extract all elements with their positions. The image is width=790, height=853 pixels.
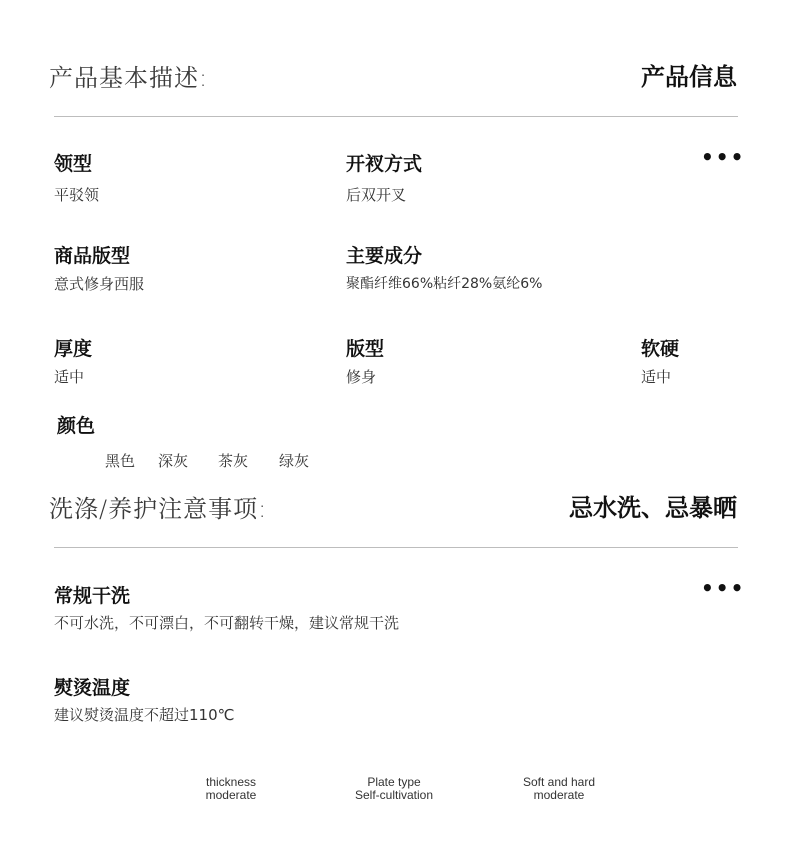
collar-label: 领型 bbox=[54, 153, 93, 175]
english-note-line: thickness bbox=[205, 775, 257, 789]
divider bbox=[54, 547, 738, 548]
english-note-line: Soft and hard bbox=[522, 775, 596, 789]
english-note-line: moderate bbox=[205, 788, 257, 802]
english-note-thickness bbox=[151, 776, 311, 802]
washing-value: 不可水洗，不可漂白，不可翻转干燥，建议常规干洗 bbox=[54, 614, 400, 632]
cut-label: 版型 bbox=[346, 338, 385, 360]
english-note-line: Self-cultivation bbox=[354, 788, 434, 802]
fit-style-value: 意式修身西服 bbox=[54, 275, 145, 293]
ironing-value: 建议熨烫温度不超过110℃ bbox=[54, 706, 235, 724]
divider bbox=[54, 116, 738, 117]
washing-label: 常规干洗 bbox=[54, 585, 131, 607]
color-option-tea-gray[interactable]: 茶灰 bbox=[218, 452, 249, 470]
color-option-black[interactable]: 黑色 bbox=[105, 452, 136, 470]
material-value: 聚酯纤维66%粘纤28%氨纶6% bbox=[346, 276, 543, 292]
softness-label: 软硬 bbox=[641, 338, 680, 360]
more-options-icon[interactable]: ••• bbox=[701, 145, 746, 169]
vent-label: 开衩方式 bbox=[346, 153, 423, 175]
english-note-line: Plate type bbox=[367, 775, 421, 789]
english-note-plate-type bbox=[314, 776, 474, 802]
ironing-label: 熨烫温度 bbox=[54, 677, 131, 699]
more-options-icon[interactable]: ••• bbox=[701, 576, 746, 600]
care-section-title: 洗涤/养护注意事项: bbox=[49, 495, 268, 523]
care-section-tag: 忌水洗、忌暴晒 bbox=[569, 494, 737, 522]
color-option-green-gray[interactable]: 绿灰 bbox=[279, 452, 310, 470]
product-section-tag: 产品信息 bbox=[641, 63, 737, 91]
material-label: 主要成分 bbox=[346, 245, 423, 267]
vent-value: 后双开叉 bbox=[346, 186, 407, 204]
collar-value: 平驳领 bbox=[54, 186, 100, 204]
color-label: 颜色 bbox=[57, 415, 96, 437]
english-note-line: moderate bbox=[533, 788, 585, 802]
product-section-title: 产品基本描述: bbox=[49, 64, 209, 92]
thickness-value: 适中 bbox=[54, 368, 85, 386]
cut-value: 修身 bbox=[346, 368, 377, 386]
softness-value: 适中 bbox=[641, 368, 672, 386]
fit-style-label: 商品版型 bbox=[54, 245, 131, 267]
color-option-dark-gray[interactable]: 深灰 bbox=[158, 452, 189, 470]
thickness-label: 厚度 bbox=[54, 338, 93, 360]
english-note-softness bbox=[479, 776, 639, 802]
